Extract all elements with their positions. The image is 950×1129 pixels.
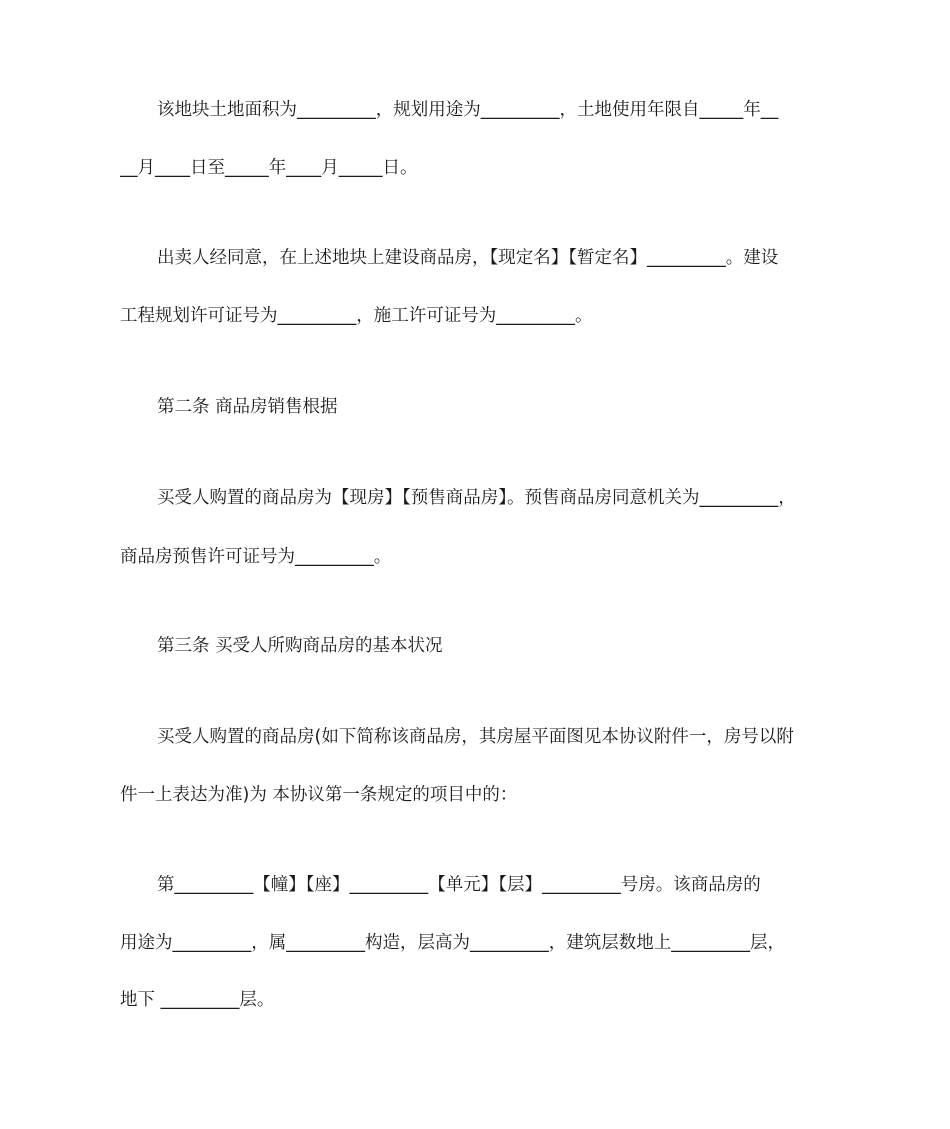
paragraph-room-info-line-3: 地下 _________层。 — [120, 990, 275, 1010]
paragraph-project-name-line-1: 出卖人经同意，在上述地块上建设商品房，【现定名】【暂定名】_________。建设 — [157, 248, 779, 268]
section-heading-article-3: 第三条 买受人所购商品房的基本状况 — [157, 636, 443, 656]
paragraph-room-info-line-1: 第_________【幢】【座】_________【单元】【层】_________号房。该商品房的 — [157, 875, 761, 895]
paragraph-land-area-line-2: __月____日至_____年____月_____日。 — [120, 158, 418, 178]
paragraph-sale-basis-line-2: 商品房预售许可证号为_________。 — [120, 547, 392, 567]
paragraph-sale-basis-line-1: 买受人购置的商品房为【现房】【预售商品房】。预售商品房同意机关为_________， — [157, 488, 796, 508]
paragraph-project-name-line-2: 工程规划许可证号为_________，施工许可证号为_________。 — [120, 306, 593, 326]
paragraph-room-info-line-2: 用途为_________，属_________构造，层高为_________，建筑层数地上_________层， — [120, 933, 785, 953]
paragraph-basic-status-line-1: 买受人购置的商品房(如下简称该商品房，其房屋平面图见本协议附件一，房号以附 — [157, 727, 794, 747]
section-heading-article-2: 第二条 商品房销售根据 — [157, 397, 338, 417]
paragraph-basic-status-line-2: 件一上表达为准)为 本协议第一条规定的项目中的： — [120, 785, 518, 805]
paragraph-land-area-line-1: 该地块土地面积为_________，规划用途为_________，土地使用年限自_____年__ — [157, 100, 779, 120]
